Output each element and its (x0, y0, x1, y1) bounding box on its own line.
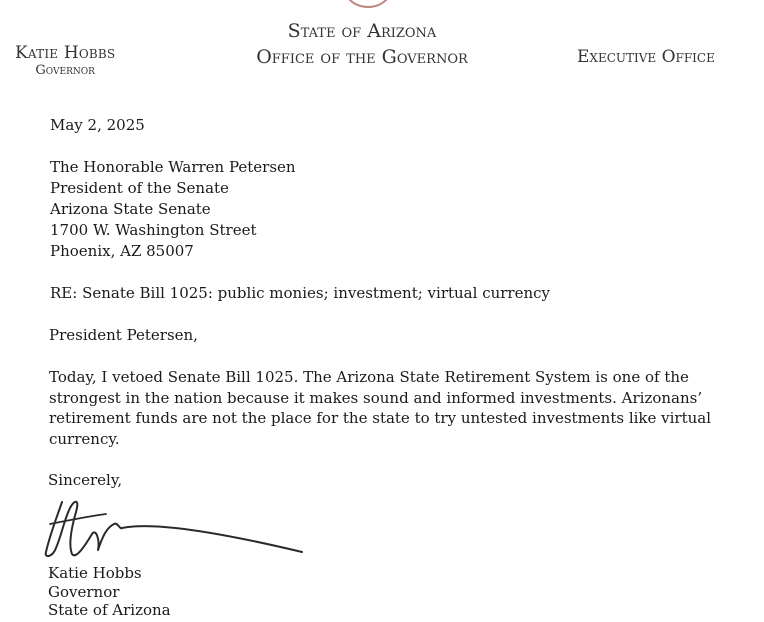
body-line: Today, I vetoed Senate Bill 1025. The Arizona State Retirement System is one of the (49, 368, 689, 386)
letterhead-left (15, 44, 115, 78)
signature-block (48, 564, 171, 620)
subject-line: RE: Senate Bill 1025: public monies; investment; virtual currency (50, 284, 551, 302)
recipient-address (50, 157, 296, 262)
body-line: retirement funds are not the place for the state to try untested investments like virtual (49, 409, 712, 427)
body-line: strongest in the nation because it makes sound and informed investments. Arizonans’ (49, 388, 703, 407)
body-line: currency. (49, 429, 120, 448)
signer-state: State of Arizona (48, 601, 171, 619)
letterhead-governor-name: Katie Hobbs (15, 43, 116, 63)
signature-image (40, 494, 310, 564)
recipient-city: Phoenix, AZ 85007 (50, 242, 194, 260)
letterhead-center (240, 18, 484, 70)
recipient-name: The Honorable Warren Petersen (50, 158, 296, 176)
recipient-org: Arizona State Senate (50, 200, 211, 218)
signer-name: Katie Hobbs (48, 564, 142, 582)
closing: Sincerely, (48, 471, 123, 489)
letter-date: May 2, 2025 (50, 116, 145, 134)
signer-title: Governor (48, 582, 120, 601)
letterhead-right: Executive Office (577, 47, 715, 67)
recipient-street: 1700 W. Washington Street (50, 221, 257, 239)
letterhead-governor-title: Governor (35, 63, 95, 78)
letterhead-state: State of Arizona (287, 20, 437, 42)
salutation: President Petersen, (49, 326, 198, 344)
letter-body (49, 367, 712, 449)
recipient-title: President of the Senate (50, 179, 229, 197)
letterhead-office: Office of the Governor (256, 46, 468, 68)
state-seal (340, 0, 396, 8)
